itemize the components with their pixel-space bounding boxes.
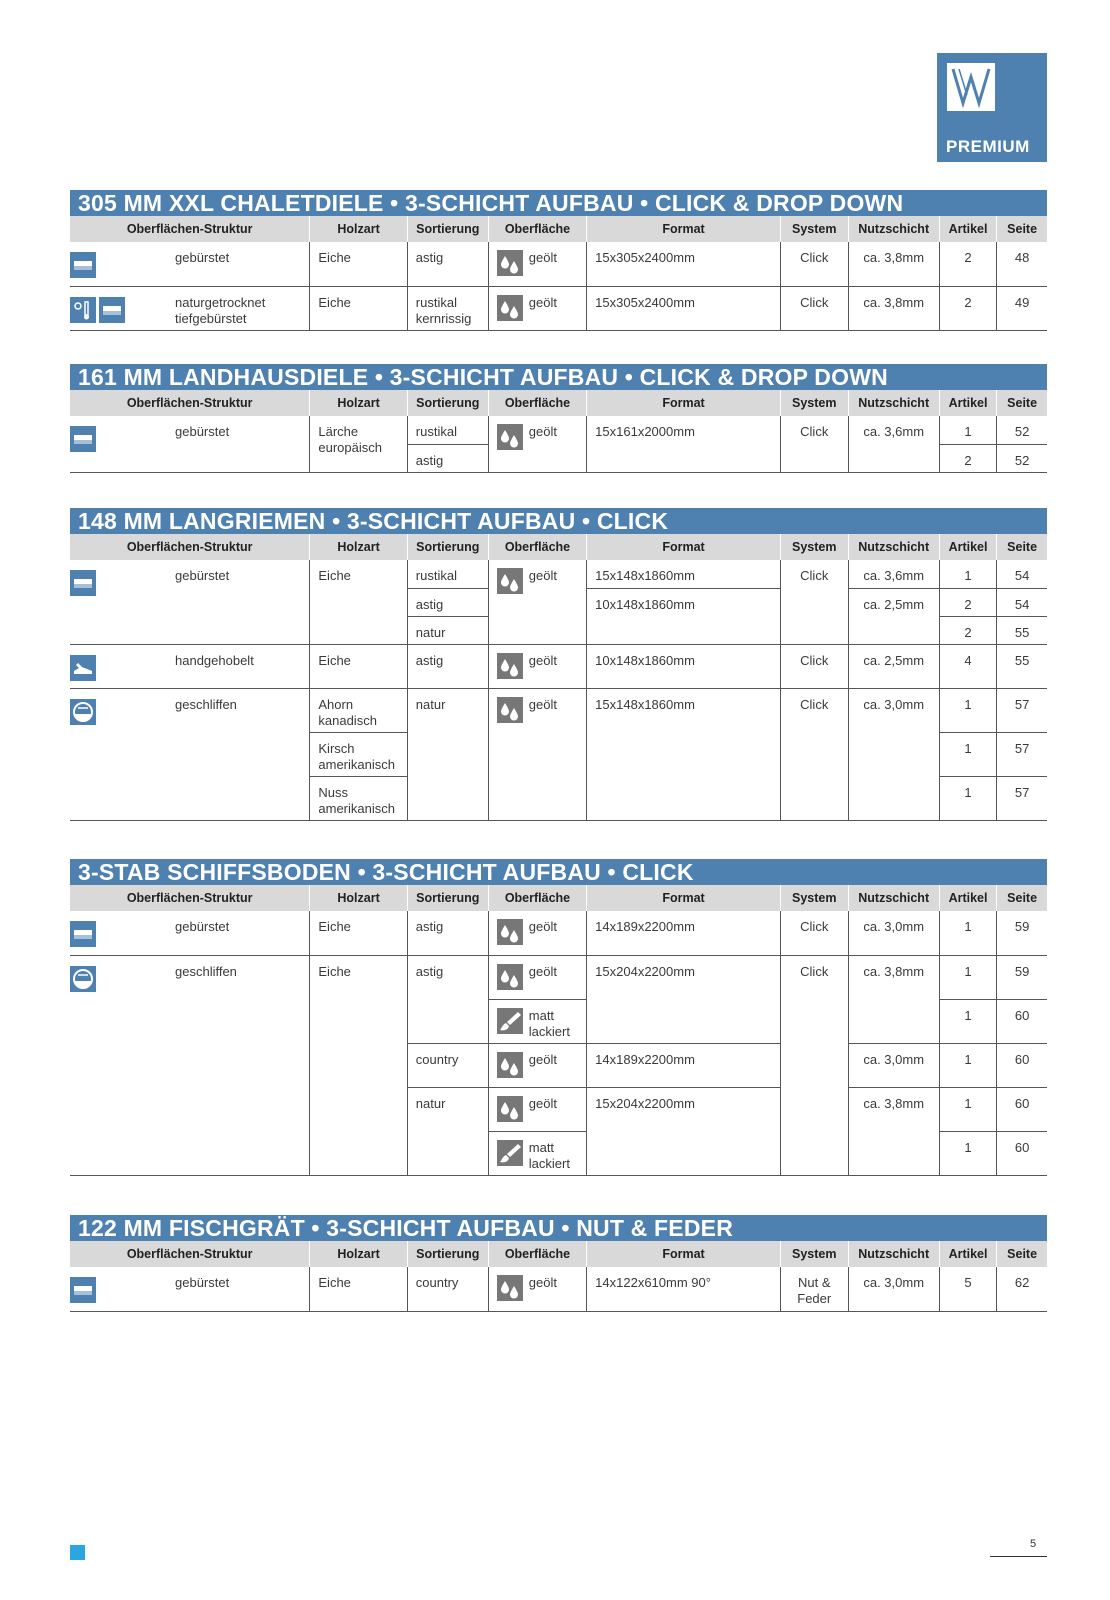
sort-cell: rustikal <box>407 416 488 444</box>
col-header: Nutzschicht <box>848 390 939 416</box>
sort-cell: country <box>407 1267 488 1311</box>
product-table <box>70 534 1047 821</box>
col-header: System <box>780 216 848 242</box>
format-cell: 15x161x2000mm <box>587 416 781 472</box>
page-cell: 60 <box>997 1043 1047 1087</box>
table-header <box>70 390 1047 416</box>
col-header: Sortierung <box>407 885 488 911</box>
col-header: Artikel <box>939 534 996 560</box>
table-row <box>70 911 1047 955</box>
article-cell: 1 <box>939 999 996 1043</box>
article-cell: 4 <box>939 644 996 688</box>
col-header: Sortierung <box>407 390 488 416</box>
col-header: Nutzschicht <box>848 1241 939 1267</box>
system-cell: Click <box>780 416 848 472</box>
layer-cell: ca. 3,6mm <box>848 416 939 472</box>
format-cell: 14x189x2200mm <box>587 911 781 955</box>
oil-drops-icon <box>497 697 523 723</box>
surface-label: geschliffen <box>175 963 237 979</box>
section-schiffsboden <box>70 859 1047 1176</box>
layer-cell: ca. 3,0mm <box>848 1267 939 1311</box>
col-header: Nutzschicht <box>848 885 939 911</box>
wood-cell: Eiche <box>310 955 407 1175</box>
sanded-icon <box>70 966 96 992</box>
col-header: Artikel <box>939 390 996 416</box>
brand-label: PREMIUM <box>946 137 1030 156</box>
col-header: Oberfläche <box>488 1241 586 1267</box>
surface-label: naturgetrocknet tiefgebürstet <box>175 294 266 326</box>
page-cell: 60 <box>997 1131 1047 1175</box>
col-header: Holzart <box>310 390 407 416</box>
table-row <box>70 560 1047 588</box>
format-cell: 15x148x1860mm <box>587 688 781 820</box>
col-header: System <box>780 534 848 560</box>
wood-cell: Lärche europäisch <box>310 416 407 472</box>
format-cell: 15x305x2400mm <box>587 286 781 330</box>
page-cell: 59 <box>997 911 1047 955</box>
product-table <box>70 216 1047 331</box>
oil-drops-icon <box>497 919 523 945</box>
col-header: Format <box>587 534 781 560</box>
finish-label: geölt <box>528 568 557 583</box>
format-cell: 15x204x2200mm <box>587 1087 781 1175</box>
col-header: Format <box>587 216 781 242</box>
page-cell: 52 <box>997 444 1047 472</box>
page-number: 5 <box>1030 1538 1037 1550</box>
layer-cell: ca. 2,5mm <box>848 644 939 688</box>
page-cell: 62 <box>997 1267 1047 1311</box>
wood-cell: Eiche <box>310 560 407 644</box>
layer-cell: ca. 3,8mm <box>848 1087 939 1175</box>
product-table <box>70 1241 1047 1312</box>
section-langriemen <box>70 508 1047 821</box>
page-cell: 57 <box>997 776 1047 820</box>
article-cell: 1 <box>939 776 996 820</box>
page-cell: 54 <box>997 588 1047 616</box>
wood-cell: Eiche <box>310 286 407 330</box>
finish-label: geölt <box>528 424 557 439</box>
surface-label: gebürstet <box>175 919 230 934</box>
col-header: Sortierung <box>407 216 488 242</box>
format-cell: 10x148x1860mm <box>587 644 781 688</box>
article-cell: 2 <box>939 286 996 330</box>
format-cell: 14x122x610mm 90° <box>587 1267 781 1311</box>
layer-cell: ca. 3,8mm <box>848 955 939 1043</box>
section-chaletdiele <box>70 190 1047 331</box>
system-cell: Click <box>780 911 848 955</box>
col-header: System <box>780 885 848 911</box>
surface-label: gebürstet <box>175 1275 230 1290</box>
product-table <box>70 885 1047 1176</box>
col-header: Sortierung <box>407 534 488 560</box>
sort-cell: rustikal <box>407 560 488 588</box>
format-cell: 10x148x1860mm <box>587 588 781 644</box>
col-header: Seite <box>997 534 1047 560</box>
article-cell: 1 <box>939 732 996 776</box>
col-header: Oberfläche <box>488 885 586 911</box>
sort-cell: astig <box>407 955 488 1043</box>
section-fischgraet <box>70 1215 1047 1312</box>
finish-label: geölt <box>528 1095 557 1111</box>
paint-brush-icon <box>497 1008 523 1034</box>
wood-cell: Ahorn kanadisch <box>310 688 407 732</box>
brushed-icon <box>70 921 96 947</box>
oil-drops-icon <box>497 424 523 450</box>
finish-label: geölt <box>528 250 557 265</box>
col-header: Seite <box>997 885 1047 911</box>
wood-cell: Kirsch amerikanisch <box>310 732 407 776</box>
col-header: Oberflächen-Struktur <box>70 885 310 911</box>
col-header: Holzart <box>310 216 407 242</box>
system-cell: Click <box>780 688 848 820</box>
wood-cell: Eiche <box>310 242 407 286</box>
oil-drops-icon <box>497 1052 523 1078</box>
finish-label: geölt <box>528 919 557 934</box>
page-cell: 57 <box>997 732 1047 776</box>
sanded-icon <box>70 699 96 725</box>
table-row <box>70 416 1047 444</box>
system-cell: Click <box>780 560 848 644</box>
format-cell: 15x305x2400mm <box>587 242 781 286</box>
wood-cell: Eiche <box>310 644 407 688</box>
product-table <box>70 390 1047 473</box>
finish-label: matt lackiert <box>528 1007 570 1039</box>
col-header: Artikel <box>939 216 996 242</box>
col-header: Format <box>587 885 781 911</box>
col-header: Oberfläche <box>488 534 586 560</box>
col-header: Holzart <box>310 1241 407 1267</box>
table-header <box>70 534 1047 560</box>
sort-cell: astig <box>407 588 488 616</box>
article-cell: 1 <box>939 1131 996 1175</box>
layer-cell: ca. 3,0mm <box>848 688 939 820</box>
finish-label: geölt <box>528 696 557 712</box>
page-cell: 52 <box>997 416 1047 444</box>
system-cell: Nut & Feder <box>780 1267 848 1311</box>
table-header <box>70 885 1047 911</box>
page-cell: 59 <box>997 955 1047 999</box>
page-cell: 55 <box>997 616 1047 644</box>
col-header: Oberflächen-Struktur <box>70 534 310 560</box>
col-header: Oberflächen-Struktur <box>70 1241 310 1267</box>
oil-drops-icon <box>497 568 523 594</box>
page-cell: 55 <box>997 644 1047 688</box>
col-header: Seite <box>997 1241 1047 1267</box>
article-cell: 2 <box>939 588 996 616</box>
article-cell: 5 <box>939 1267 996 1311</box>
finish-label: geölt <box>528 1051 557 1067</box>
article-cell: 1 <box>939 416 996 444</box>
hand-plane-icon <box>70 655 96 681</box>
section-title: 161 MM LANDHAUSDIELE • 3-SCHICHT AUFBAU • CLICK & DROP DOWN <box>70 364 1047 390</box>
surface-label: gebürstet <box>175 424 230 439</box>
paint-brush-icon <box>497 1140 523 1166</box>
sort-cell: natur <box>407 616 488 644</box>
oil-drops-icon <box>497 250 523 276</box>
col-header: Holzart <box>310 885 407 911</box>
article-cell: 1 <box>939 1043 996 1087</box>
page-cell: 54 <box>997 560 1047 588</box>
finish-label: geölt <box>528 294 557 310</box>
system-cell: Click <box>780 286 848 330</box>
sort-cell: country <box>407 1043 488 1087</box>
col-header: Nutzschicht <box>848 534 939 560</box>
article-cell: 1 <box>939 1087 996 1131</box>
col-header: Oberflächen-Struktur <box>70 216 310 242</box>
surface-label: gebürstet <box>175 250 230 265</box>
layer-cell: ca. 3,8mm <box>848 286 939 330</box>
brand-logo <box>937 53 1047 162</box>
table-row <box>70 644 1047 688</box>
layer-cell: ca. 3,0mm <box>848 911 939 955</box>
page-cell: 60 <box>997 1087 1047 1131</box>
table-row <box>70 242 1047 286</box>
section-title: 3-STAB SCHIFFSBODEN • 3-SCHICHT AUFBAU • CLICK <box>70 859 1047 885</box>
article-cell: 1 <box>939 911 996 955</box>
sort-cell: natur <box>407 688 488 820</box>
col-header: Holzart <box>310 534 407 560</box>
surface-label: gebürstet <box>175 568 230 583</box>
page-cell: 57 <box>997 688 1047 732</box>
col-header: Artikel <box>939 885 996 911</box>
col-header: Format <box>587 390 781 416</box>
format-cell: 15x204x2200mm <box>587 955 781 1043</box>
system-cell: Click <box>780 644 848 688</box>
section-title: 122 MM FISCHGRÄT • 3-SCHICHT AUFBAU • NUT & FEDER <box>70 1215 1047 1241</box>
oil-drops-icon <box>497 653 523 679</box>
wood-cell: Eiche <box>310 911 407 955</box>
layer-cell: ca. 3,8mm <box>848 242 939 286</box>
col-header: Oberfläche <box>488 390 586 416</box>
finish-label: geölt <box>528 1275 557 1290</box>
finish-label: geölt <box>528 963 557 979</box>
sort-cell: astig <box>407 644 488 688</box>
brushed-icon <box>70 570 96 596</box>
oil-drops-icon <box>497 964 523 990</box>
col-header: Seite <box>997 216 1047 242</box>
sort-cell: natur <box>407 1087 488 1175</box>
layer-cell: ca. 3,6mm <box>848 560 939 588</box>
layer-cell: ca. 2,5mm <box>848 588 939 644</box>
section-title: 148 MM LANGRIEMEN • 3-SCHICHT AUFBAU • CLICK <box>70 508 1047 534</box>
finish-label: matt lackiert <box>528 1139 570 1171</box>
col-header: Oberflächen-Struktur <box>70 390 310 416</box>
sort-cell: astig <box>407 911 488 955</box>
surface-label: geschliffen <box>175 696 237 712</box>
brushed-icon <box>70 1277 96 1303</box>
wood-cell: Nuss amerikanisch <box>310 776 407 820</box>
article-cell: 1 <box>939 955 996 999</box>
system-cell: Click <box>780 242 848 286</box>
page-cell: 60 <box>997 999 1047 1043</box>
table-header <box>70 1241 1047 1267</box>
wood-cell: Eiche <box>310 1267 407 1311</box>
section-landhausdiele <box>70 364 1047 473</box>
format-cell: 15x148x1860mm <box>587 560 781 588</box>
col-header: Format <box>587 1241 781 1267</box>
sort-cell: astig <box>407 444 488 472</box>
page-cell: 49 <box>997 286 1047 330</box>
table-row <box>70 1267 1047 1311</box>
brushed-icon <box>70 252 96 278</box>
logo-w-icon <box>947 63 995 111</box>
col-header: Oberfläche <box>488 216 586 242</box>
brushed-icon <box>70 426 96 452</box>
oil-drops-icon <box>497 1096 523 1122</box>
table-row <box>70 286 1047 330</box>
natural-dried-icon <box>70 297 96 323</box>
col-header: System <box>780 390 848 416</box>
deep-brushed-icon <box>99 297 125 323</box>
col-header: Seite <box>997 390 1047 416</box>
col-header: System <box>780 1241 848 1267</box>
oil-drops-icon <box>497 295 523 321</box>
table-header <box>70 216 1047 242</box>
article-cell: 1 <box>939 688 996 732</box>
surface-label: handgehobelt <box>175 652 254 668</box>
format-cell: 14x189x2200mm <box>587 1043 781 1087</box>
article-cell: 2 <box>939 616 996 644</box>
article-cell: 2 <box>939 242 996 286</box>
corner-square <box>70 1545 85 1560</box>
col-header: Sortierung <box>407 1241 488 1267</box>
page-cell: 48 <box>997 242 1047 286</box>
sort-cell: rustikal kernrissig <box>407 286 488 330</box>
section-title: 305 MM XXL CHALETDIELE • 3-SCHICHT AUFBAU • CLICK & DROP DOWN <box>70 190 1047 216</box>
table-row <box>70 955 1047 999</box>
page-number-rule <box>990 1556 1047 1557</box>
table-row <box>70 688 1047 732</box>
system-cell: Click <box>780 955 848 1175</box>
sort-cell: astig <box>407 242 488 286</box>
finish-label: geölt <box>528 652 557 668</box>
oil-drops-icon <box>497 1275 523 1301</box>
layer-cell: ca. 3,0mm <box>848 1043 939 1087</box>
article-cell: 2 <box>939 444 996 472</box>
col-header: Artikel <box>939 1241 996 1267</box>
col-header: Nutzschicht <box>848 216 939 242</box>
article-cell: 1 <box>939 560 996 588</box>
